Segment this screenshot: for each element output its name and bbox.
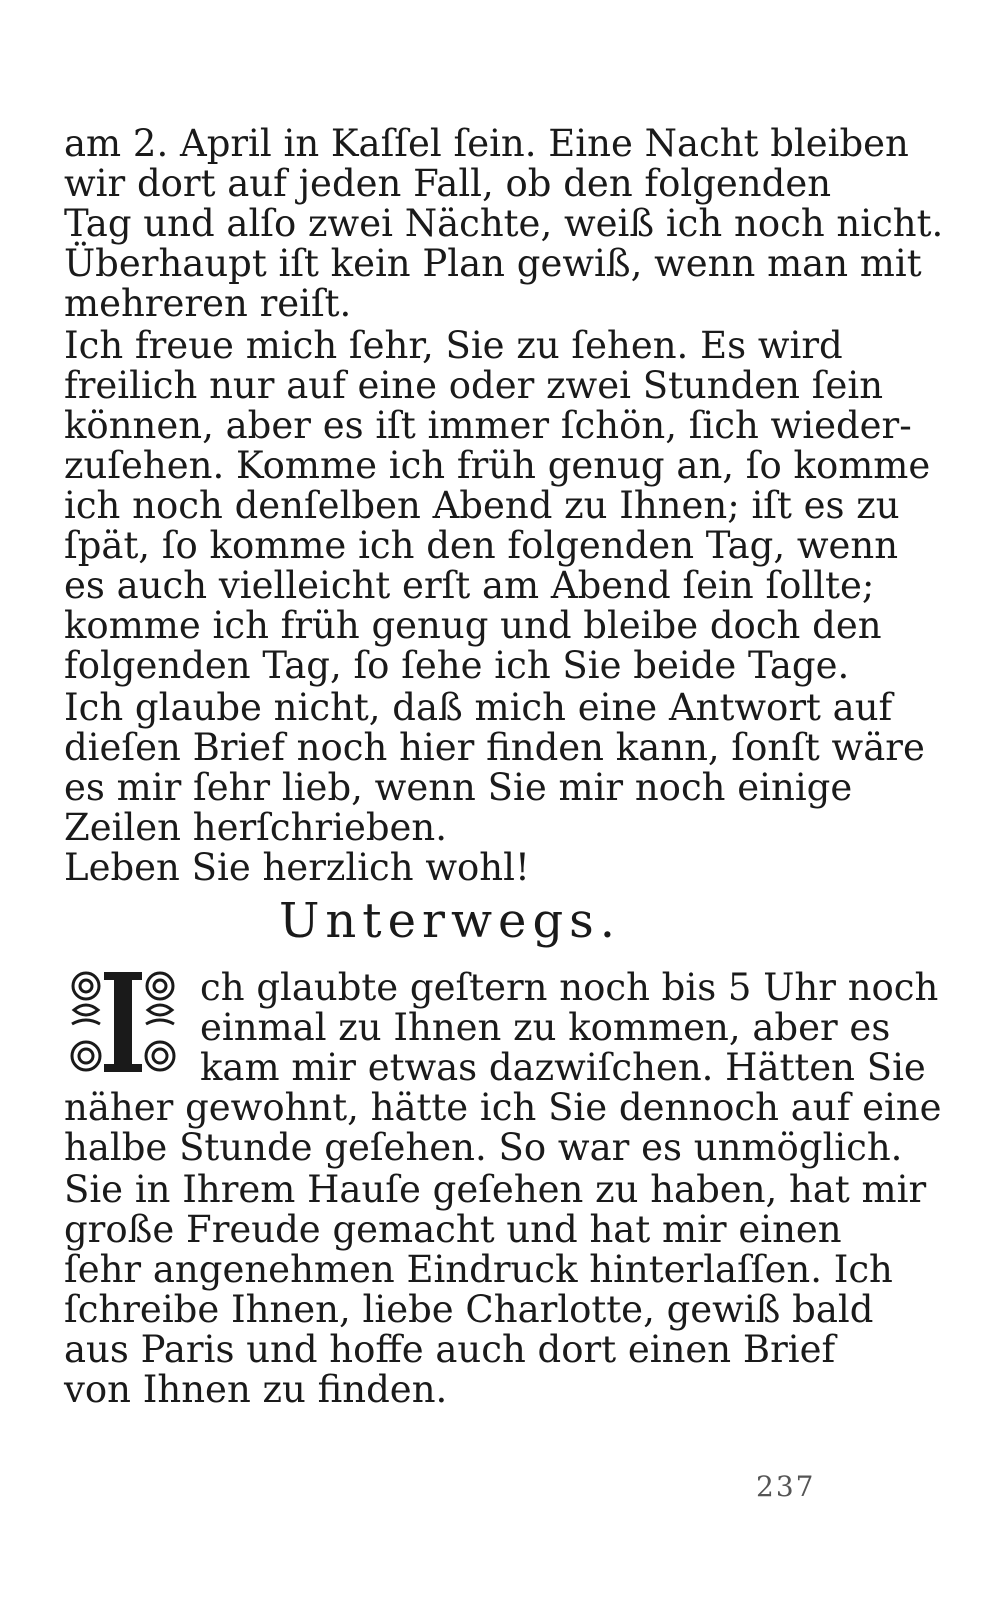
text-line: folgenden Tag, ſo ſehe ich Sie beide Tage. — [64, 644, 850, 687]
text-line: dieſen Brief noch hier finden kann, ſonſt wäre — [64, 726, 925, 769]
text-line: mehreren reiſt. — [64, 282, 352, 325]
text-line: ſehr angenehmen Eindruck hinterlaſſen. Ich — [64, 1248, 893, 1291]
text-line: komme ich früh genug und bleibe doch den — [64, 604, 882, 647]
text-line: Zeilen herſchrieben. — [64, 806, 448, 849]
text-line: ch glaubte geſtern noch bis 5 Uhr noch — [200, 966, 939, 1009]
text-line: aus Paris und hoffe auch dort einen Brief — [64, 1328, 836, 1371]
text-line: ich noch denſelben Abend zu Ihnen; iſt es zu — [64, 484, 900, 527]
text-line: Ich freue mich ſehr, Sie zu ſehen. Es wird — [64, 324, 843, 367]
text-line: zuſehen. Komme ich früh genug an, ſo komme — [64, 444, 931, 487]
page-number: 237 — [756, 1470, 816, 1503]
text-line: wir dort auf jeden Fall, ob den folgenden — [64, 162, 832, 205]
decorative-initial — [64, 968, 186, 1076]
text-line: freilich nur auf eine oder zwei Stunden ſein — [64, 364, 884, 407]
text-line: Sie in Ihrem Hauſe geſehen zu haben, hat mir — [64, 1168, 927, 1211]
text-line: näher gewohnt, hätte ich Sie dennoch auf eine — [64, 1086, 942, 1129]
text-line: von Ihnen zu finden. — [64, 1368, 448, 1411]
text-line: können, aber es iſt immer ſchön, ſich wieder- — [64, 404, 912, 447]
text-line: einmal zu Ihnen zu kommen, aber es — [200, 1006, 891, 1049]
text-line: Überhaupt iſt kein Plan gewiß, wenn man mit — [64, 242, 922, 285]
text-line: Tag und alſo zwei Nächte, weiß ich noch nicht. — [64, 202, 944, 245]
text-line: es auch vielleicht erſt am Abend ſein ſollte; — [64, 564, 875, 607]
text-line: kam mir etwas dazwiſchen. Hätten Sie — [200, 1046, 926, 1089]
text-line: halbe Stunde geſehen. So war es unmöglich. — [64, 1126, 903, 1169]
text-line: große Freude gemacht und hat mir einen — [64, 1208, 842, 1251]
text-line: Ich glaube nicht, daß mich eine Antwort auf — [64, 686, 893, 729]
section-heading: Unterwegs. — [278, 893, 622, 949]
text-line: Leben Sie herzlich wohl! — [64, 846, 530, 889]
text-line: es mir ſehr lieb, wenn Sie mir noch einige — [64, 766, 853, 809]
text-line: ſchreibe Ihnen, liebe Charlotte, gewiß bald — [64, 1288, 874, 1331]
text-line: am 2. April in Kaſſel ſein. Eine Nacht bleiben — [64, 122, 909, 165]
text-line: ſpät, ſo komme ich den folgenden Tag, wenn — [64, 524, 899, 567]
